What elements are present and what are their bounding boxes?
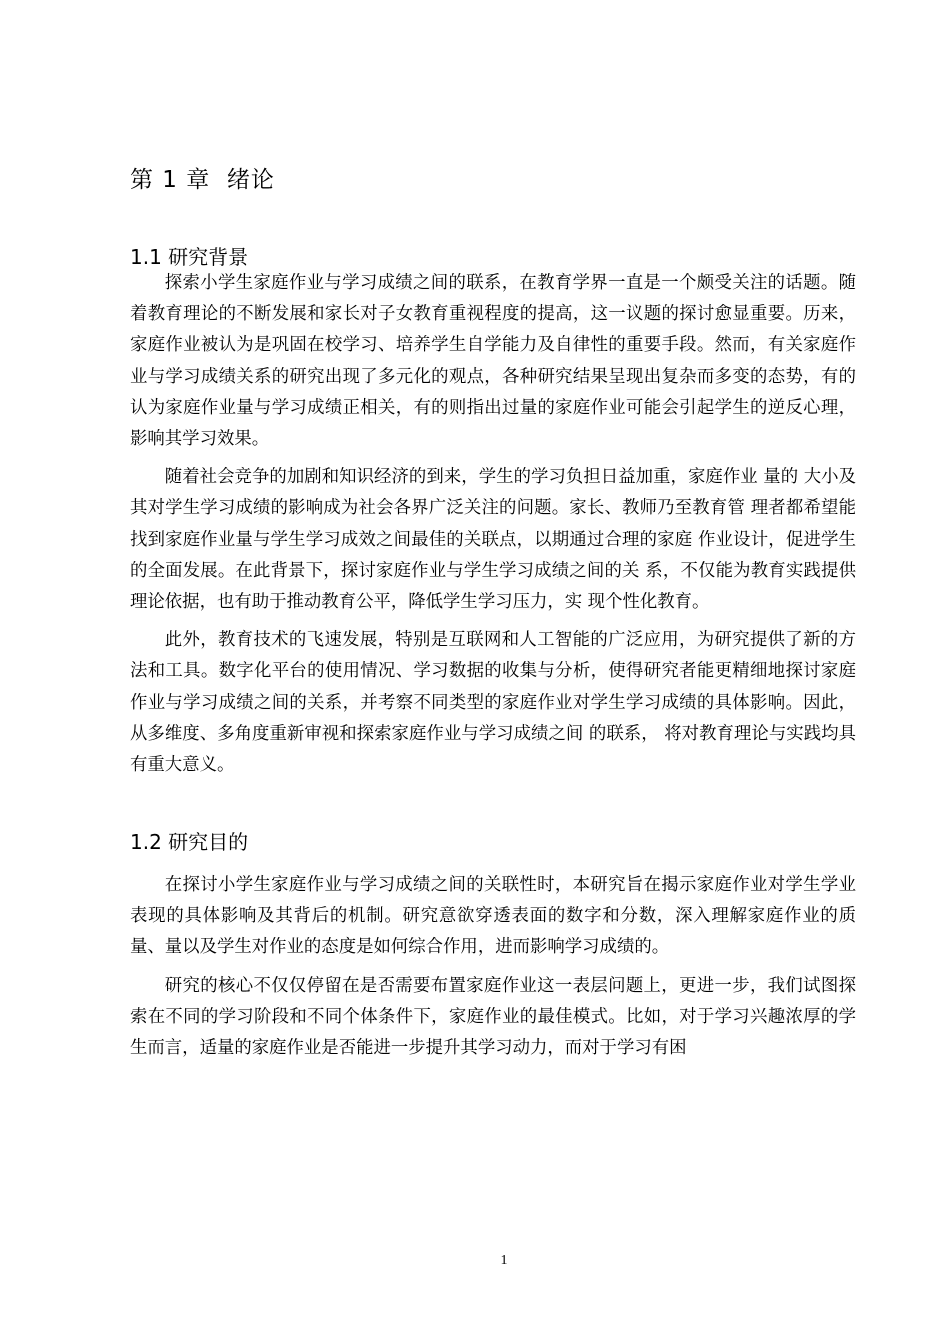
section-heading-1-2: 1.2 研究目的 [130, 830, 249, 854]
paragraph: 研究的核心不仅仅停留在是否需要布置家庭作业这一表层问题上，更进一步，我们试图探索在不同的学习阶段和不同个体条件下，家庭作业的最佳模式。比如，对于学习兴趣浓厚的学生而言，适量的家庭作业是否能进一步提升其学习动力，而对于学习有困 [130, 975, 856, 1059]
section-body-1-2 [130, 870, 856, 1064]
section-body-1-1 [130, 268, 856, 781]
paragraph: 在探讨小学生家庭作业与学习成绩之间的关联性时，本研究旨在揭示家庭作业对学生学业表现的具体影响及其背后的机制。研究意欲穿透表面的数字和分数，深入理解家庭作业的质量、量以及学生对作业的态度是如何综合作用，进而影响学习成绩的。 [130, 875, 856, 958]
paragraph: 此外，教育技术的飞速发展，特别是互联网和人工智能的广泛应用，为研究提供了新的方法和工具。数字化平台的使用情况、学习数据的收集与分析，使得研究者能更精细地探讨家庭作业与学习成绩之间的关系，并考察不同类型的家庭作业对学生学习成绩的具体影响。因此，从多维度、多角度重新审视和探索家庭作业与学习成绩之间 的联系， 将对教育理论与实践均具有重大意义。 [130, 630, 856, 776]
paragraph: 探索小学生家庭作业与学习成绩之间的联系，在教育学界一直是一个颇受关注的话题。随着教育理论的不断发展和家长对子女教育重视程度的提高，这一议题的探讨愈显重要。历来，家庭作业被认为是巩固在校学习、培养学生自学能力及自律性的重要手段。然而，有关家庭作业与学习成绩关系的研究出现了多元化的观点，各种研究结果呈现出复杂而多变的态势，有的认为家庭作业量与学习成绩正相关，有的则指出过量的家庭作业可能会引起学生的逆反心理，影响其学习效果。 [130, 273, 856, 450]
chapter-title: 第 1 章 绪论 [130, 167, 275, 193]
paragraph: 随着社会竞争的加剧和知识经济的到来，学生的学习负担日益加重，家庭作业 量的 大小及其对学生学习成绩的影响成为社会各界广泛关注的问题。家长、教师乃至教育管 理者都希望能找到家庭作业量与学生学习成效之间最佳的关联点，以期通过合理的家庭 作业设计，促进学生的全面发展。在此背景下，探讨家庭作业与学生学习成绩之间的关 系，不仅能为教育实践提供理论依据，也有助于推动教育公平，降低学生学习压力，实 现个性化教育。 [130, 467, 856, 613]
page-number: 1 [500, 1253, 508, 1268]
section-heading-1-1: 1.1 研究背景 [130, 245, 249, 269]
